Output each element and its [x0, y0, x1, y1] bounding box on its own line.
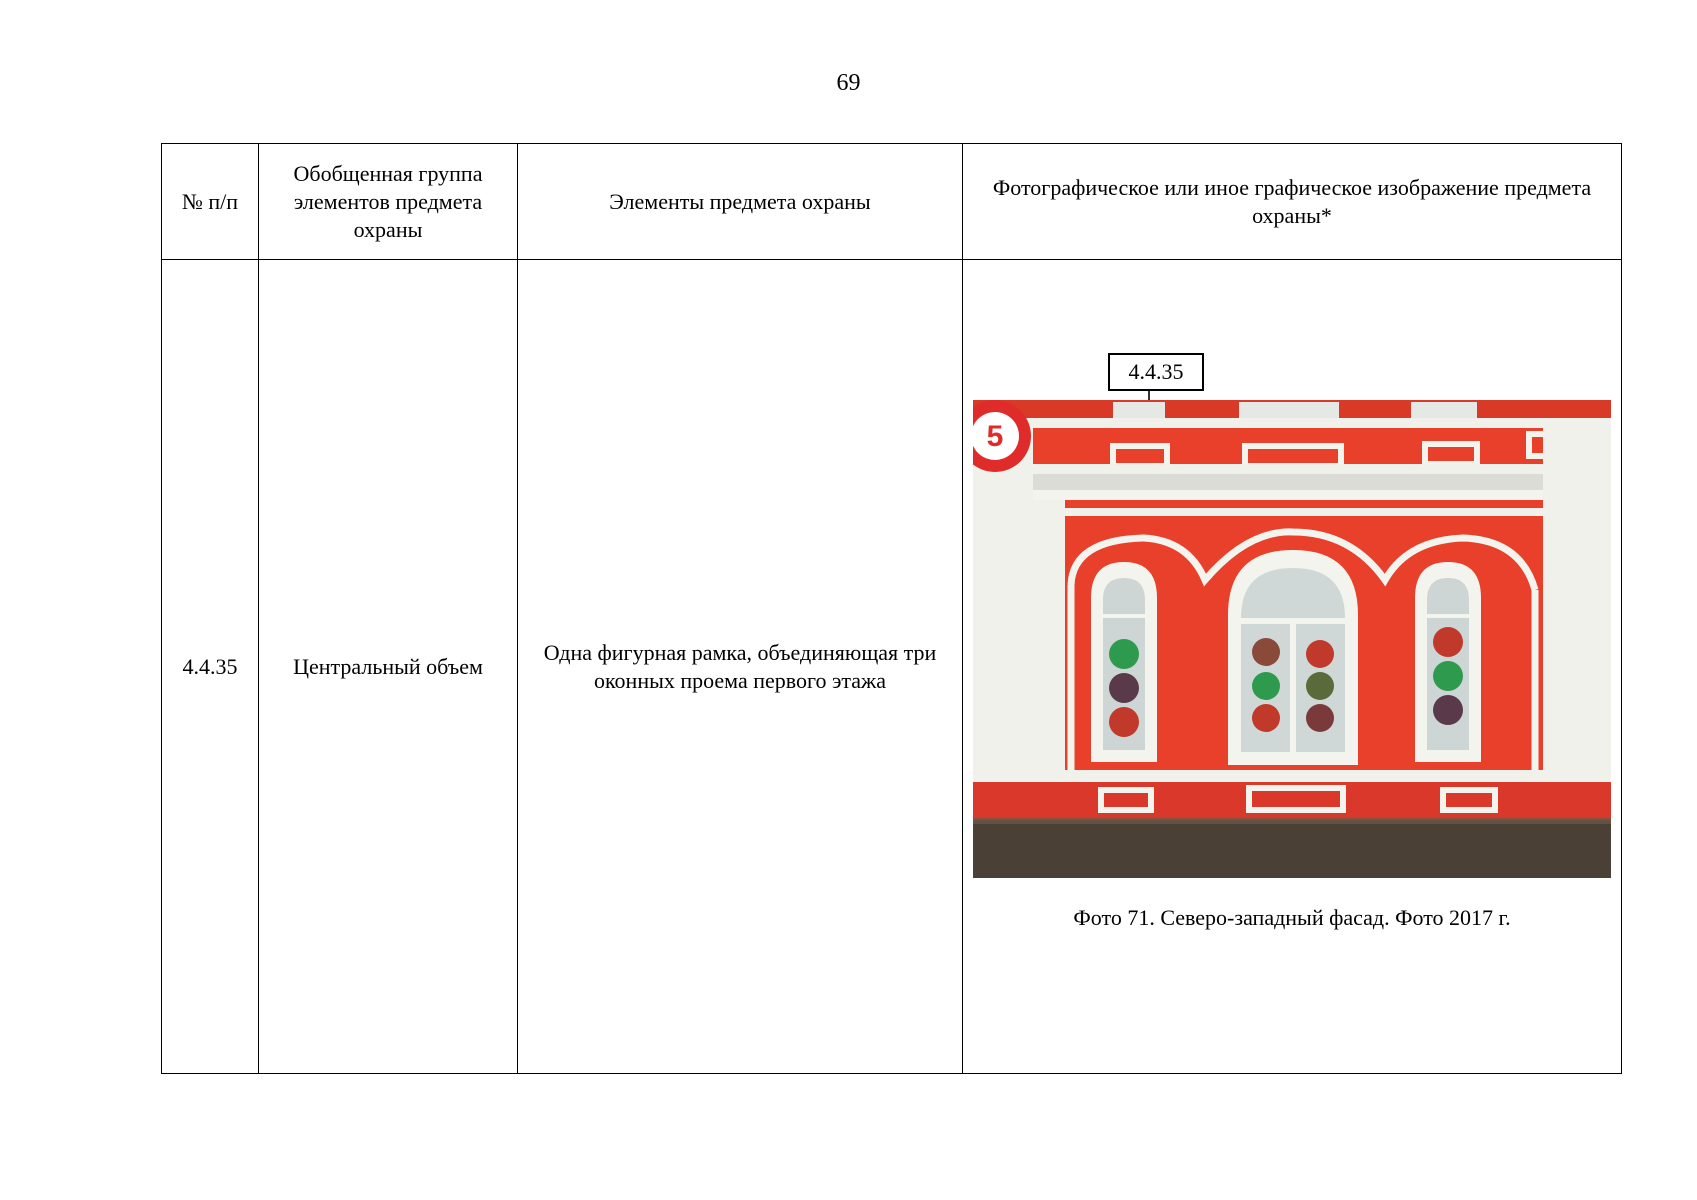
svg-text:5: 5 [986, 420, 1004, 453]
cell-elements: Одна фигурная рамка, объединяющая три оконных проема первого этажа [518, 260, 963, 1074]
protected-elements-table [161, 143, 1622, 1074]
page-number: 69 [836, 70, 861, 96]
photo-container [963, 260, 1621, 1073]
header-elements: Элементы предмета охраны [518, 144, 963, 260]
header-group: Обобщенная группа элементов предмета охраны [259, 144, 518, 260]
table-header-row [162, 144, 1622, 260]
cell-number: 4.4.35 [162, 260, 259, 1074]
cell-image [963, 260, 1622, 1074]
header-number: № п/п [162, 144, 259, 260]
table-row [162, 260, 1622, 1074]
facade-photo [973, 400, 1611, 878]
callout-label: 4.4.35 [1108, 353, 1204, 391]
header-image: Фотографическое или иное графическое изображение предмета охраны* [963, 144, 1622, 260]
cell-group: Центральный объем [259, 260, 518, 1074]
photo-caption: Фото 71. Северо-западный фасад. Фото 2017 г. [1073, 905, 1511, 930]
